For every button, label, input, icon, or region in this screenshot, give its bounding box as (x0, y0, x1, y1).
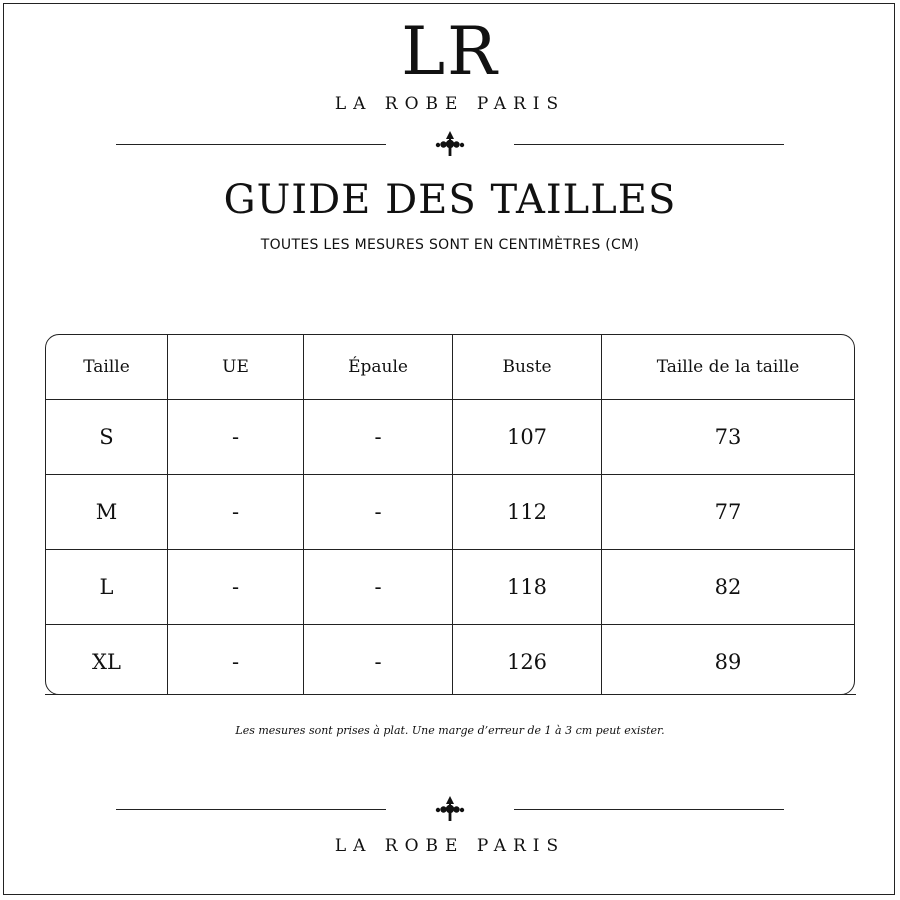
cell-epaule: - (304, 625, 453, 696)
top-divider (116, 130, 784, 160)
cell-taille: 77 (602, 475, 855, 550)
column-header-taille: Taille (46, 335, 168, 400)
cell-buste: 107 (453, 400, 602, 475)
cell-taille: 73 (602, 400, 855, 475)
cell-taille: 89 (602, 625, 855, 696)
column-header-ue: UE (168, 335, 304, 400)
cell-epaule: - (304, 550, 453, 625)
brand-logo: LR (401, 13, 499, 90)
column-header-epaule: Épaule (304, 335, 453, 400)
size-table (45, 334, 855, 695)
table-row (46, 625, 854, 696)
cell-size: L (46, 550, 168, 625)
cell-epaule: - (304, 400, 453, 475)
bottom-divider (116, 795, 784, 825)
cell-size: M (46, 475, 168, 550)
cell-epaule: - (304, 475, 453, 550)
table-underline (45, 694, 856, 695)
cell-size: XL (46, 625, 168, 696)
cell-ue: - (168, 475, 304, 550)
cell-buste: 126 (453, 625, 602, 696)
cell-ue: - (168, 400, 304, 475)
fleur-ornament-icon (430, 130, 470, 160)
fleur-ornament-icon (430, 795, 470, 825)
divider-line-left (116, 144, 386, 145)
cell-ue: - (168, 550, 304, 625)
divider-line-right (514, 809, 784, 810)
measurement-note: Les mesures sont prises à plat. Une marge d’erreur de 1 à 3 cm peut exister. (235, 724, 665, 737)
table-header-row (46, 335, 854, 400)
table-row (46, 400, 854, 475)
cell-size: S (46, 400, 168, 475)
column-header-taille-de-la-taille: Taille de la taille (602, 335, 855, 400)
brand-name-bottom: LA ROBE PARIS (334, 836, 566, 856)
cell-buste: 118 (453, 550, 602, 625)
page-subtitle: TOUTES LES MESURES SONT EN CENTIMÈTRES (CM) (260, 237, 640, 253)
cell-ue: - (168, 625, 304, 696)
cell-buste: 112 (453, 475, 602, 550)
page-title: GUIDE DES TAILLES (223, 177, 677, 223)
divider-line-left (116, 809, 386, 810)
column-header-buste: Buste (453, 335, 602, 400)
cell-taille: 82 (602, 550, 855, 625)
table-row (46, 550, 854, 625)
divider-line-right (514, 144, 784, 145)
table-row (46, 475, 854, 550)
brand-name-top: LA ROBE PARIS (334, 94, 566, 114)
